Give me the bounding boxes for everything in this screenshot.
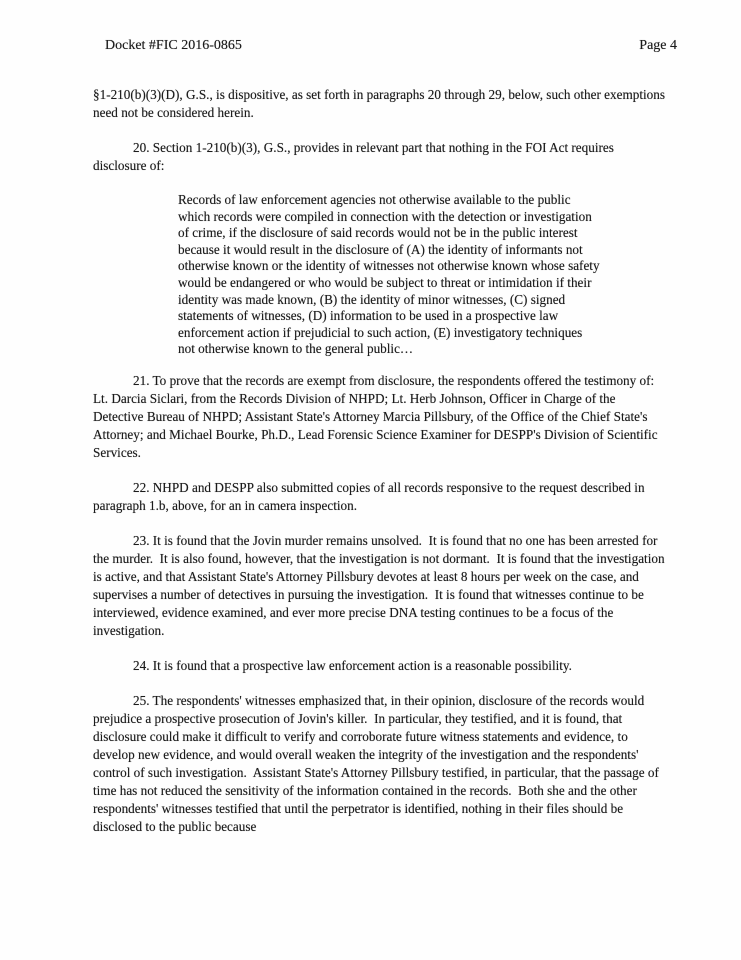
paragraph-21: 21. To prove that the records are exempt from disclosure, the respondents offered the testimony of: Lt. Darcia Siclari, from the Records Division of NHPD; Lt. Herb Johnson, Officer in Charge of the Detective Bureau of NHPD; Assistant State's Attorney Marcia Pillsbury, of the Office of the Chief State's Attorney; and Michael Bourke, Ph.D., Lead Forensic Science Examiner for DESPP's Division of Scientific Services.: [93, 372, 661, 460]
paragraph-intro-continuation: §1-210(b)(3)(D), G.S., is dispositive, as set forth in paragraphs 20 through 29, below, such other exemptions need not be considered herein.: [93, 87, 669, 120]
paragraph-22: 22. NHPD and DESPP also submitted copies of all records responsive to the request described in paragraph 1.b, above, for an in camera inspection.: [93, 479, 648, 513]
paragraph-24: 24. It is found that a prospective law enforcement action is a reasonable possibility.: [133, 657, 572, 673]
page-number: Page 4: [639, 38, 677, 53]
paragraph-25: 25. The respondents' witnesses emphasized that, in their opinion, disclosure of the records would prejudice a prospective prosecution of Jovin's killer. In particular, they testified, and it is found, that disclosure could make it difficult to verify and corroborate future witness statements and evidence, to develop new evidence, and would overall weaken the integrity of the investigation and the respondents' control of such investigation. Assistant State's Attorney Pillsbury testified, in particular, that the passage of time has not reduced the sensitivity of the information contained in the records. Both she and the other respondents' witnesses testified that until the perpetrator is identified, nothing in their files should be disclosed to the public because: [93, 692, 663, 834]
docket-number: Docket #FIC 2016-0865: [105, 38, 242, 53]
paragraph-20: 20. Section 1-210(b)(3), G.S., provides in relevant part that nothing in the FOI Act requires disclosure of:: [93, 140, 618, 173]
paragraph-23: 23. It is found that the Jovin murder remains unsolved. It is found that no one has been arrested for the murder. It is also found, however, that the investigation is not dormant. It is found that the investigation is active, and that Assistant State's Attorney Pillsbury devotes at least 8 hours per week on the case, and supervises a number of detectives in pursuing the investigation. It is found that witnesses continue to be interviewed, evidence examined, and ever more precise DNA testing continues to be a focus of the investigation.: [93, 532, 668, 638]
statute-blockquote: Records of law enforcement agencies not otherwise available to the public which records were compiled in connection with the detection or investigation of crime, if the disclosure of said records would not be in the public interest because it would result in the disclosure of (A) the identity of informants not otherwise known or the identity of witnesses not otherwise known whose safety would be endangered or who would be subject to threat or intimidation if their identity was made known, (B) the identity of minor witnesses, (C) signed statements of witnesses, (D) information to be used in a prospective law enforcement action if prejudicial to such action, (E) investigatory techniques not otherwise known to the general public…: [178, 192, 603, 357]
document-body: [93, 86, 667, 853]
page-header: [105, 38, 677, 54]
